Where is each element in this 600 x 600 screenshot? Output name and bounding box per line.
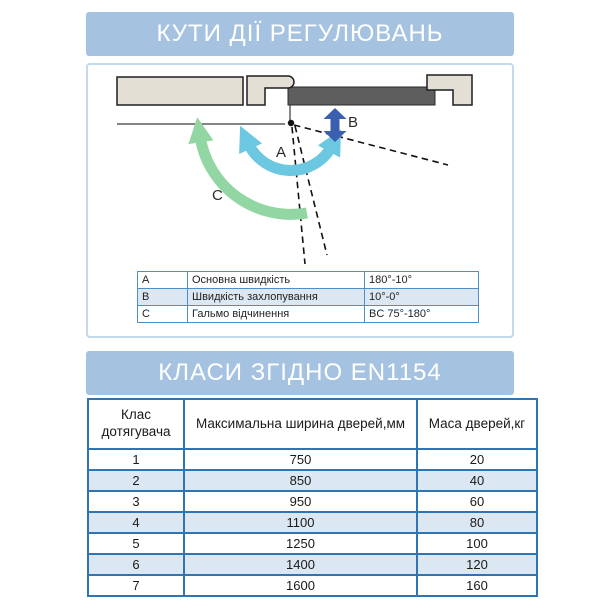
label-c: C: [212, 187, 223, 204]
cell-class: 1: [88, 449, 184, 470]
cell-class: 5: [88, 533, 184, 554]
legend-value: BC 75°-180°: [365, 306, 479, 323]
cell-class: 4: [88, 512, 184, 533]
cell-mass: 40: [417, 470, 537, 491]
door-leaf: [288, 87, 435, 105]
label-b: B: [348, 114, 359, 131]
col-header-mass: Маса дверей,кг: [417, 399, 537, 449]
angles-legend-table: [137, 271, 479, 323]
legend-row-b: [138, 289, 479, 306]
table-row: [88, 575, 537, 596]
angles-title: КУТИ ДІЇ РЕГУЛЮВАНЬ: [156, 20, 444, 47]
legend-label: Швидкість захлопування: [188, 289, 365, 306]
cell-max-width: 1400: [184, 554, 417, 575]
cell-mass: 120: [417, 554, 537, 575]
cell-max-width: 750: [184, 449, 417, 470]
classes-header-row: [88, 399, 537, 449]
cell-class: 2: [88, 470, 184, 491]
cell-mass: 80: [417, 512, 537, 533]
angles-title-bar: [86, 12, 514, 56]
table-row: [88, 554, 537, 575]
cell-class: 6: [88, 554, 184, 575]
swing-line-near-90deg-2: [295, 126, 327, 255]
col-header-max-width: Максимальна ширина дверей,мм: [184, 399, 417, 449]
table-row: [88, 449, 537, 470]
arc-a-main-speed: [248, 143, 332, 170]
cell-mass: 160: [417, 575, 537, 596]
swing-line-near-90deg-1: [292, 127, 305, 264]
legend-key: B: [138, 289, 188, 306]
table-row: [88, 470, 537, 491]
angles-panel: [86, 63, 514, 338]
table-row: [88, 491, 537, 512]
cell-mass: 60: [417, 491, 537, 512]
label-a: A: [276, 144, 287, 161]
cell-max-width: 850: [184, 470, 417, 491]
cell-max-width: 1250: [184, 533, 417, 554]
legend-row-c: [138, 306, 479, 323]
cell-mass: 100: [417, 533, 537, 554]
cell-mass: 20: [417, 449, 537, 470]
classes-table: [87, 398, 538, 597]
col-header-class: Клас дотягувача: [88, 399, 184, 449]
legend-label: Основна швидкість: [188, 272, 365, 289]
table-row: [88, 512, 537, 533]
arrow-b-slam-zone: [324, 108, 347, 142]
legend-key: C: [138, 306, 188, 323]
classes-title-bar: [86, 351, 514, 395]
legend-row-a: [138, 272, 479, 289]
legend-key: A: [138, 272, 188, 289]
cell-max-width: 1600: [184, 575, 417, 596]
cell-max-width: 1100: [184, 512, 417, 533]
pivot-point: [288, 120, 294, 126]
legend-label: Гальмо відчинення: [188, 306, 365, 323]
cell-class: 3: [88, 491, 184, 512]
cell-class: 7: [88, 575, 184, 596]
legend-value: 180°-10°: [365, 272, 479, 289]
cell-max-width: 950: [184, 491, 417, 512]
classes-title: КЛАСИ ЗГІДНО EN1154: [158, 359, 442, 386]
wall-section: [117, 77, 243, 105]
legend-value: 10°-0°: [365, 289, 479, 306]
table-row: [88, 533, 537, 554]
door-frame-left: [247, 76, 294, 105]
